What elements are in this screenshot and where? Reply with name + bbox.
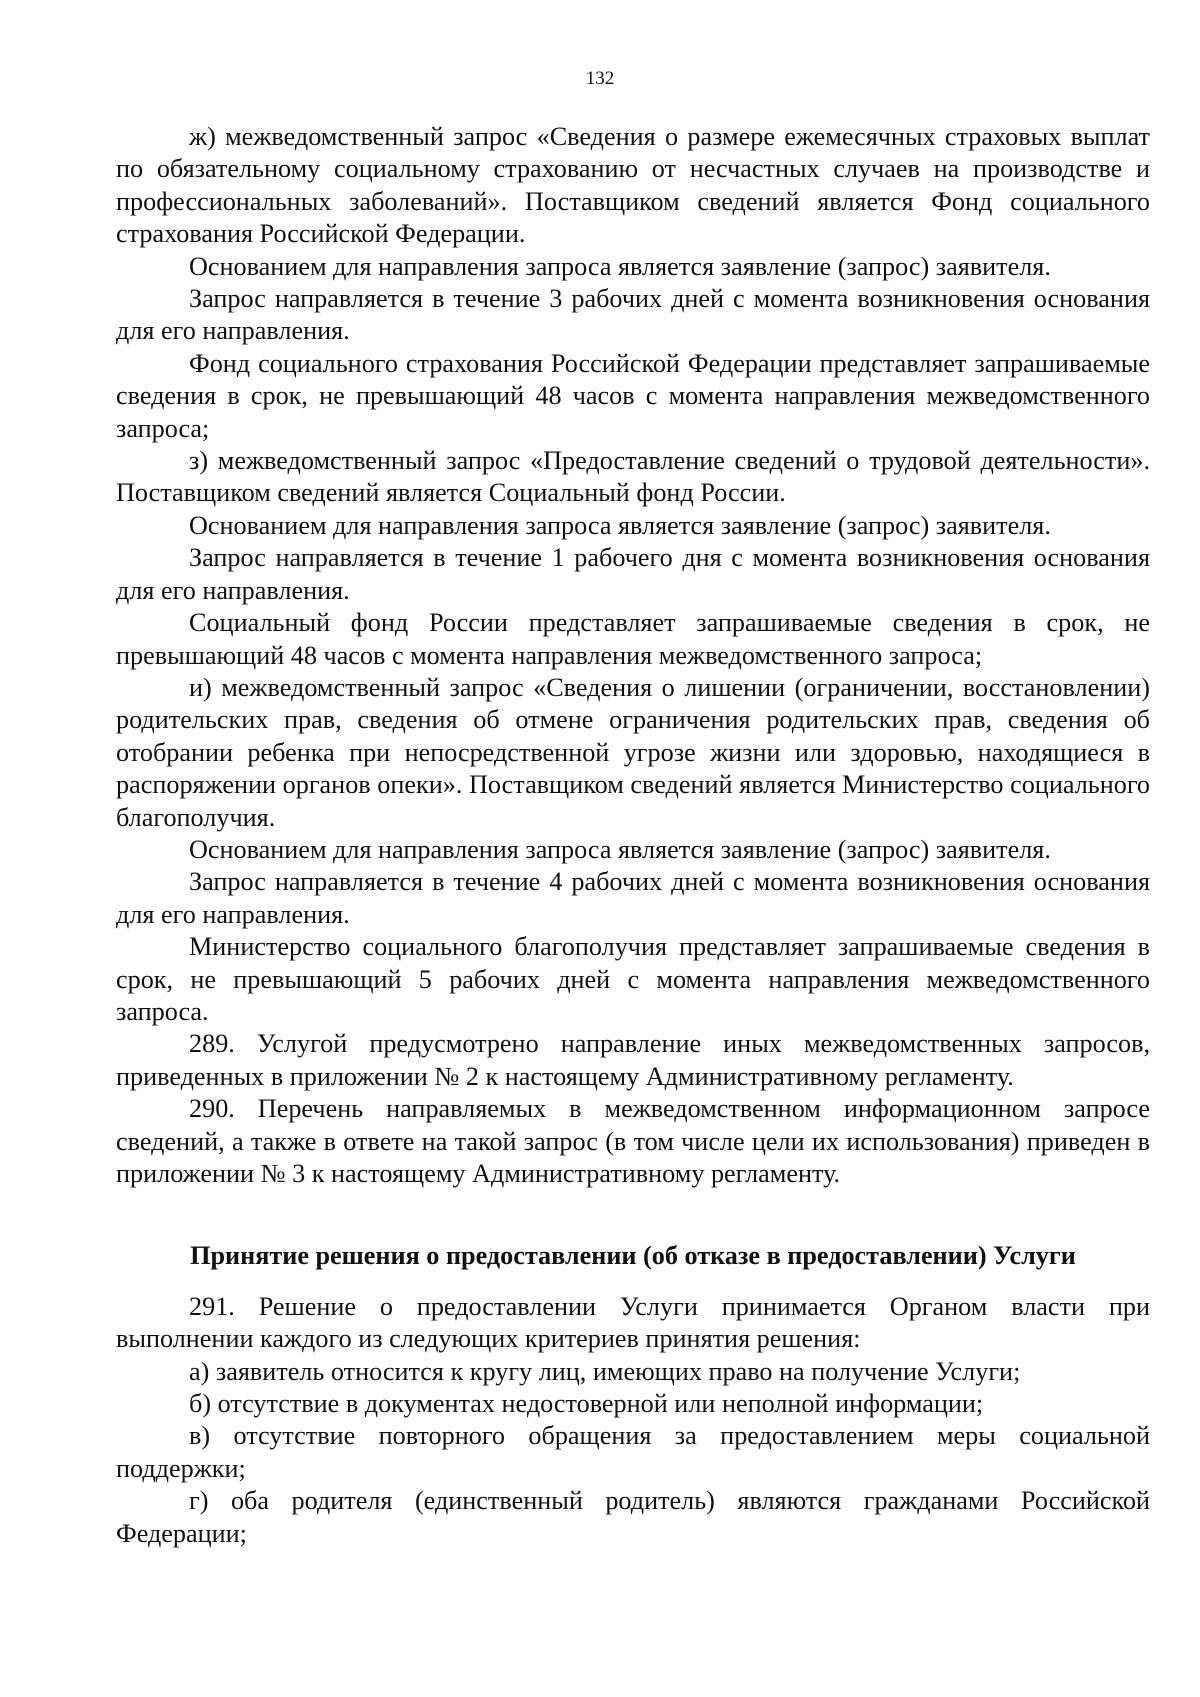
criterion-a: а) заявитель относится к кругу лиц, имеющих право на получение Услуги; — [189, 1356, 1021, 1386]
paragraph: Основанием для направления запроса является заявление (запрос) заявителя. — [189, 834, 1051, 864]
paragraph-290: 290. Перечень направляемых в межведомственном информационном запросе сведений, а также в ответе на такой запрос (в том числе цели их использования) приведен в приложении № 3 к настоящему Административному регламенту. — [116, 1094, 1150, 1188]
document-body — [116, 121, 1150, 1550]
paragraph: Запрос направляется в течение 4 рабочих дней с момента возникновения основания для его направления. — [116, 867, 1150, 929]
paragraph: Запрос направляется в течение 3 рабочих дней с момента возникновения основания для его направления. — [116, 284, 1150, 346]
page-number: 132 — [585, 68, 615, 89]
paragraph-z: з) межведомственный запрос «Предоставление сведений о трудовой деятельности». Поставщиком сведений является Социальный фонд России. — [116, 446, 1150, 508]
criterion-v: в) отсутствие повторного обращения за предоставлением меры социальной поддержки; — [116, 1421, 1150, 1483]
paragraph-i: и) межведомственный запрос «Сведения о лишении (ограничении, восстановлении) родительских прав, сведения об отмене ограничения родительских прав, сведения об отобрании ребенка при непосредственной угрозе жизни или здоровью, находящиеся в распоряжении органов опеки». Поставщиком сведений является Министерство социального благополучия. — [116, 672, 1150, 832]
paragraph: Социальный фонд России представляет запрашиваемые сведения в срок, не превышающий 48 часов с момента направления межведомственного запроса; — [116, 608, 1150, 670]
paragraph-zh: ж) межведомственный запрос «Сведения о размере ежемесячных страховых выплат по обязательному социальному страхованию от несчастных случаев на производстве и профессиональных заболеваний». Поставщиком сведений является Фонд социального страхования Российской Федерации. — [116, 122, 1150, 249]
criterion-g: г) оба родителя (единственный родитель) являются гражданами Российской Федерации; — [116, 1486, 1150, 1548]
paragraph: Основанием для направления запроса является заявление (запрос) заявителя. — [189, 510, 1051, 540]
paragraph: Министерство социального благополучия представляет запрашиваемые сведения в срок, не превышающий 5 рабочих дней с момента направления межведомственного запроса. — [116, 932, 1150, 1026]
section-heading: Принятие решения о предоставлении (об отказе в предоставлении) Услуги — [190, 1241, 1076, 1271]
spacer — [116, 1273, 1150, 1291]
paragraph: Запрос направляется в течение 1 рабочего дня с момента возникновения основания для его направления. — [116, 543, 1150, 605]
spacer — [116, 1190, 1150, 1240]
paragraph-289: 289. Услугой предусмотрено направление иных межведомственных запросов, приведенных в приложении № 2 к настоящему Административному регламенту. — [116, 1029, 1150, 1091]
paragraph-291: 291. Решение о предоставлении Услуги принимается Органом власти при выполнении каждого из следующих критериев принятия решения: — [116, 1291, 1150, 1354]
paragraph: Основанием для направления запроса является заявление (запрос) заявителя. — [189, 251, 1051, 281]
paragraph: Фонд социального страхования Российской Федерации представляет запрашиваемые сведения в срок, не превышающий 48 часов с момента направления межведомственного запроса; — [116, 348, 1150, 443]
criterion-b: б) отсутствие в документах недостоверной или неполной информации; — [189, 1389, 984, 1419]
